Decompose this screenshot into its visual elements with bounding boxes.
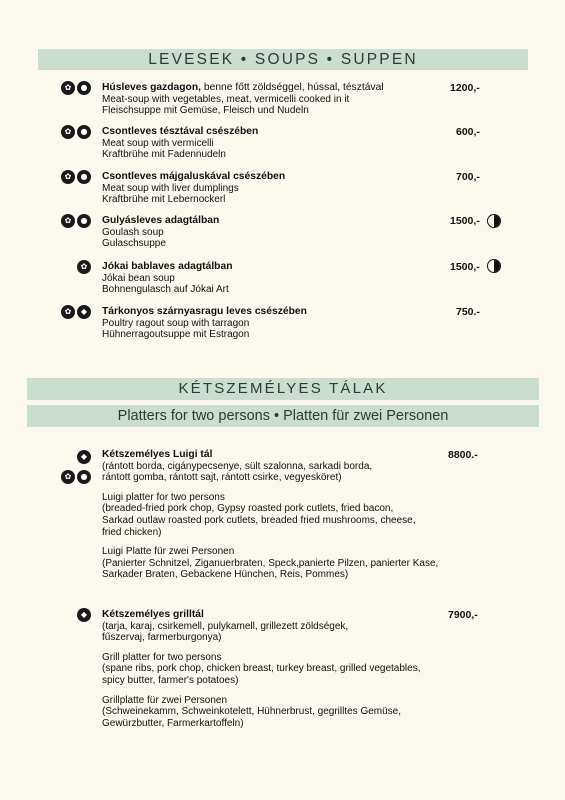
egg-icon: ● [77,214,91,228]
menu-item: Csontleves tésztával csészében Meat soup with vermicelli Kraftbrühe mit Fadennudeln [102,126,259,161]
egg-icon: ● [77,170,91,184]
soups-heading: LEVESEK • SOUPS • SUPPEN [38,49,528,70]
half-portion-icon [487,214,501,228]
egg-icon: ● [77,81,91,95]
item-price: 7900,- [448,609,478,621]
milk-icon: ◆ [77,305,91,319]
item-price: 700,- [456,171,480,183]
item-price: 750.- [456,306,480,318]
wheat-icon: ✿ [77,260,91,274]
half-portion-icon [487,259,501,273]
item-price: 1500,- [450,261,480,273]
wheat-icon: ✿ [61,125,75,139]
milk-icon: ◆ [77,450,91,464]
platters-subheading: Platters for two persons • Platten für zwei Personen [27,405,539,427]
platter-grill: Kétszemélyes grilltál (tarja, karaj, csirkemell, pulykamell, grillezett zöldségek, fűszervaj, farmerburgonya) Grill platter for two persons (spane ribs, pork chop, chicken breast, turkey breast, grilled vegetables, spicy butter, farmer's potatoes) Grillplatte für zwei Personen (Schweinekamm, Schweinkotelett, Hühnerbrust, gegrilltes Gemüse, Gewürzbutter, Farmerkartoffeln) [102,609,421,729]
platter-luigi: Kétszemélyes Luigi tál (rántott borda, cigánypecsenye, sült szalonna, sarkadi borda, rántott gomba, rántott sajt, rántott csirke, vegyesköret) Luigi platter for two persons (breaded-fried pork chop, Gypsy roasted pork cutlets, fried bacon, Sarkad outlaw roasted pork cutlets, breaded fried mushrooms, cheese, fried chicken) Luigi Platte für zwei Personen (Panierter Schnitzel, Ziganuerbraten, Speck,panierte Pilzen, panierter Kase, Sarkader Braten, Gebackene Hünchen, Reis, Pommes) [102,449,439,581]
menu-item: Húsleves gazdagon, benne főtt zöldséggel, hússal, tésztával Meat-soup with vegetables, meat, vermicelli cooked in it Fleischsuppe mit Gemüse, Fleisch und Nudeln [102,82,384,117]
item-price: 1500,- [450,215,480,227]
wheat-icon: ✿ [61,470,75,484]
egg-icon: ● [77,125,91,139]
menu-item: Jókai bablaves adagtálban Jókai bean soup Bohnengulasch auf Jókai Art [102,261,233,296]
egg-icon: ● [77,470,91,484]
item-price: 1200,- [450,82,480,94]
item-price: 600,- [456,126,480,138]
wheat-icon: ✿ [61,305,75,319]
milk-icon: ◆ [77,608,91,622]
wheat-icon: ✿ [61,214,75,228]
platters-heading: KÉTSZEMÉLYES TÁLAK [27,378,539,400]
item-price: 8800.- [448,449,478,461]
wheat-icon: ✿ [61,170,75,184]
menu-item: Gulyásleves adagtálban Goulash soup Gulaschsuppe [102,215,220,250]
menu-item: Tárkonyos szárnyasragu leves csészében Poultry ragout soup with tarragon Hühnerragoutsuppe mit Estragon [102,306,307,341]
wheat-icon: ✿ [61,81,75,95]
menu-item: Csontleves májgaluskával csészében Meat soup with liver dumplings Kraftbrühe mit Lebernockerl [102,171,286,206]
